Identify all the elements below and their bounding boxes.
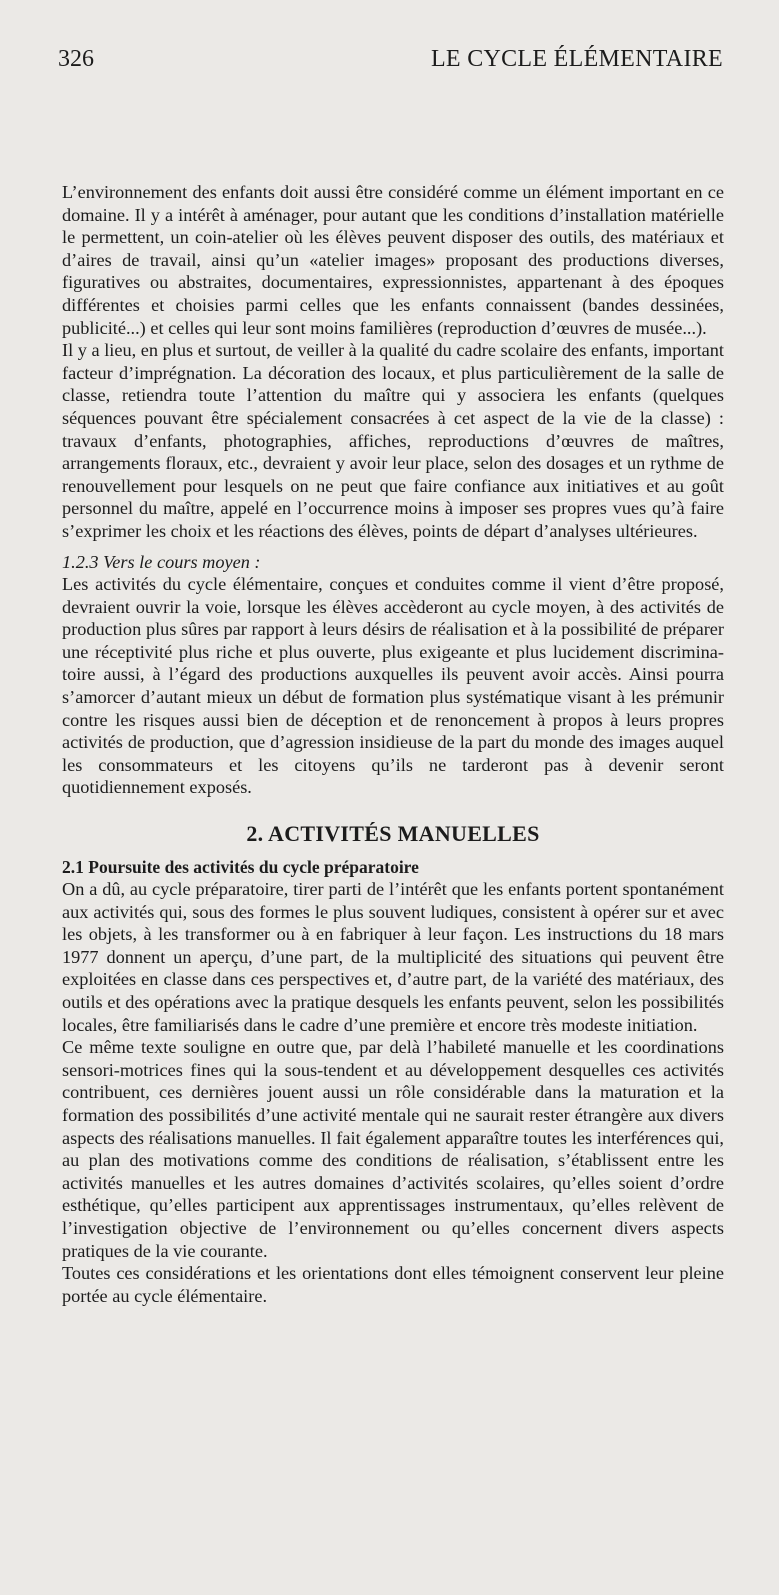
paragraph: L’environnement des enfants doit aussi être considéré comme un élément important en ce domaine. Il y a intérêt à aménager, pour autant que les conditions d’installation matérielle le permettent, un coin-atelier où les élèves peuvent disposer des outils, des matériaux et d’aires de travail, ainsi qu’un «atelier images» proposant des productions diverses, figuratives ou abstraites, documentaires, expressionnistes, appartenant à des époques différentes et choisies parmi celles que les enfants connaissent (bandes dessinées, publicité...) et celles qui leur sont moins familières (reproduction d’œuvres de musée...). bbox=[62, 182, 724, 338]
section-heading: 2. ACTIVITÉS MANUELLES bbox=[246, 821, 540, 847]
page-number: 326 bbox=[58, 46, 94, 72]
running-title: LE CYCLE ÉLÉMENTAIRE bbox=[430, 46, 723, 72]
paragraph: Toutes ces considérations et les orientations dont elles témoignent conservent leur pleine portée au cycle élémentaire. bbox=[62, 1263, 724, 1306]
paragraph: Ce même texte souligne en outre que, par delà l’habileté manuelle et les coordinations sensori-motrices fines qui la sous-tendent et au développement desquelles ces activités contribuent, ces dernières jouent aussi un rôle considérable dans la maturation et la formation des possibilités d’une activité mentale qui ne saurait rester étrangère aux divers aspects des réalisations manuelles. Il fait également apparaître toutes les interférences qui, au plan des motivations comme des conditions de réalisation, s’établissent entre les activités manuelles et les autres domaines d’activités scolaires, qu’elles soient d’ordre esthétique, qu’elles participent aux apprentissages instrumentaux, qu’elles relèvent de l’investigation objective de l’environnement ou qu’elles concernent divers aspects pratiques de la vie courante. bbox=[62, 1037, 724, 1261]
paragraph: On a dû, au cycle préparatoire, tirer parti de l’intérêt que les enfants portent spontanément aux activités qui, sous des formes le plus souvent ludiques, consistent à opérer sur et avec les objets, à les transformer ou à en fabriquer à leur façon. Les instructions du 18 mars 1977 donnent un aperçu, d’une part, de la multiplicité des situations qui peuvent être exploitées en classe dans ces perspectives et, d’autre part, de la variété des matériaux, des outils et des opérations avec la pratique desquels les enfants peuvent, selon les possibilités locales, être familiarisés dans le cadre d’une première et encore très modeste initiation. bbox=[62, 879, 724, 1035]
paragraph: Il y a lieu, en plus et surtout, de veiller à la qualité du cadre scolaire des enfants, important facteur d’imprégnation. La décoration des locaux, et plus particulièrement de la salle de classe, retiendra toute l’attention du maître qui y associera les enfants (quelques séquences pouvant être spécialement consacrées à cet aspect de la vie de la classe) : travaux d’enfants, photographies, affiches, reproductions d’œuvres de maîtres, arrangements floraux, etc., devraient y avoir leur place, selon des dosages et un rythme de renouvellement pour lesquels on ne peut que faire confiance aux initiatives et au goût personnel du maître, appelé en l’occurrence moins à imposer ses propres vues qu’à faire s’exprimer les choix et les réactions des élèves, points de départ d’analyses ultérieures. bbox=[62, 340, 724, 541]
paragraph: Les activités du cycle élémentaire, conçues et conduites comme il vient d’être proposé, devraient ouvrir la voie, lorsque les élèves accèderont au cycle moyen, à des activités de production plus sûres par rapport à leurs désirs de réalisation et à la possibilité de préparer une réceptivité plus riche et plus ouverte, plus exigeante et plus lucidement discriminatoire aussi, à l’égard des productions auxquelles ils peuvent avoir accès. Ainsi pourra s’amorcer d’autant mieux un début de formation plus systématique visant à les prémunir contre les risques aussi bien de déception et de renoncement à propos à leurs propres activités de production, que d’agression insidieuse de la part du monde des images auquel les consommateurs et les citoyens qu’ils ne tarderont pas à devenir seront quotidiennement exposés. bbox=[62, 574, 724, 798]
subsection-heading: 1.2.3 Vers le cours moyen : bbox=[62, 551, 261, 572]
subsection-heading: 2.1 Poursuite des activités du cycle préparatoire bbox=[62, 857, 419, 878]
page-body bbox=[62, 181, 724, 1307]
